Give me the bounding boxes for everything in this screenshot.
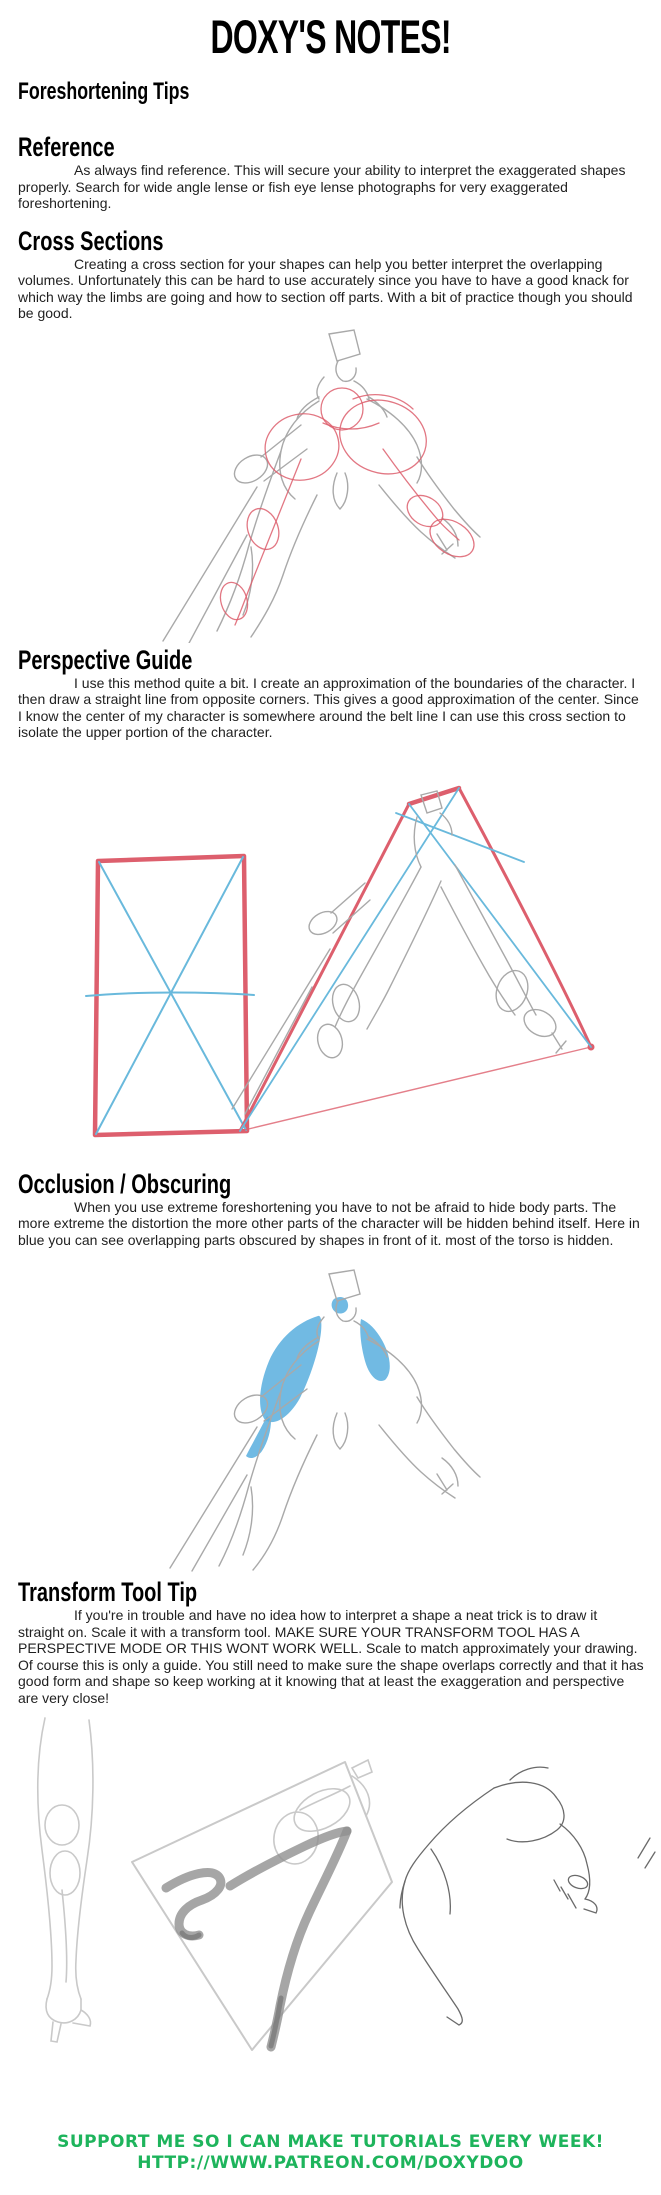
occlusion-sketch	[0, 1268, 661, 1573]
footer	[0, 2132, 661, 2174]
transform-tool-sketch	[0, 1710, 661, 2130]
transform-plane	[132, 1760, 392, 2050]
section-body-perspective-guide: I use this method quite a bit. I create an approximation of the boundaries of the character. I then draw a straight line from opposite corners. This gives a good approximation of the center. Since I know the center of my character is somewhere around the belt line I can use this cross section to isolate the upper portion of the character.	[18, 674, 639, 740]
page-title-row	[0, 12, 661, 62]
foreshortened-leg-sketch	[400, 1767, 655, 2025]
occluded-blue-shapes	[246, 1297, 390, 1458]
figure-gray-lines	[170, 1270, 480, 1571]
straight-on-leg-sketch	[38, 1718, 93, 2042]
section-heading-reference: Reference	[18, 132, 115, 162]
footer-patreon-url: HTTP://WWW.PATREON.COM/DOXYDOO	[137, 2153, 524, 2173]
section-reference	[18, 132, 643, 162]
section-transform-tool-tip	[18, 1577, 643, 1607]
section-body-transform-tool-tip: If you're in trouble and have no idea how to interpret a shape a neat trick is to draw it straight on. Scale it with a transform tool. MAKE SURE YOUR TRANSFORM TOOL HAS A PERSPECTIVE MODE OR THIS WONT WORK WELL. Scale to match approximately your drawing. Of course this is only a guide. You still need to make sure the shape overlaps correctly and that it has good form and shape so keep working at it knowing that at least the exaggeration and perspective are very close!	[18, 1607, 644, 1706]
section-heading-perspective-guide: Perspective Guide	[18, 644, 193, 675]
page-subtitle-row	[18, 78, 643, 106]
section-body-reference: As always find reference. This will secure your ability to interpret the exaggerated shapes properly. Search for wide angle lense or fish eye lense photographs for very exaggerated foreshortening.	[18, 162, 626, 211]
section-perspective-guide	[18, 645, 643, 675]
page-title: DOXY'S NOTES!	[210, 10, 451, 63]
section-body-occlusion: When you use extreme foreshortening you have to not be afraid to hide body parts. The more extreme the distortion the more other parts of the character will be hidden behind itself. Here in blue you can see overlapping parts obscured by shapes in front of it. most of the torso is hidden.	[18, 1198, 640, 1248]
figure-red-cross-sections	[216, 388, 481, 625]
perspective-triangle	[240, 788, 595, 1131]
section-heading-occlusion: Occlusion / Obscuring	[18, 1168, 232, 1199]
section-body-cross-sections: Creating a cross section for your shapes can help you better interpret the overlapping volumes. Unfortunately this can be hard to use accurately since you have to have a good knack for which way the limbs are going and how to section off parts. With a bit of practice though you should be good.	[18, 255, 633, 321]
page-subtitle: Foreshortening Tips	[18, 78, 190, 105]
section-cross-sections	[18, 226, 643, 256]
section-heading-cross-sections: Cross Sections	[18, 225, 164, 256]
figure-gray-lines	[163, 330, 480, 643]
section-occlusion	[18, 1169, 643, 1199]
cross-sections-sketch	[0, 328, 661, 643]
boundary-rectangle	[86, 856, 254, 1135]
footer-support-text: SUPPORT ME SO I CAN MAKE TUTORIALS EVERY WEEK!	[57, 2132, 604, 2152]
perspective-guide-sketch	[0, 769, 661, 1169]
section-heading-transform-tool-tip: Transform Tool Tip	[18, 1577, 198, 1607]
